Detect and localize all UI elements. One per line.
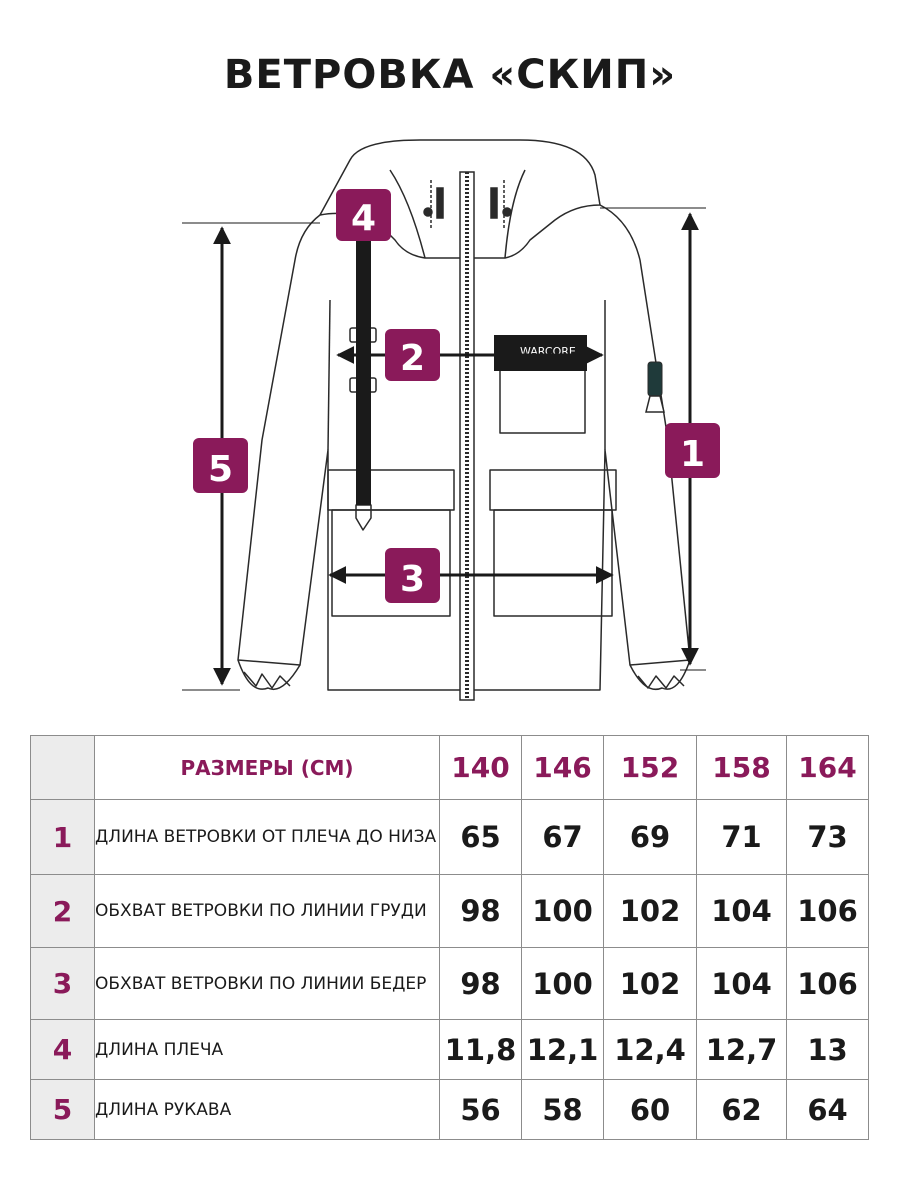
row-number: 3 bbox=[31, 948, 95, 1020]
pocket-label-text: WARCORE bbox=[520, 345, 576, 358]
badge-5 bbox=[193, 438, 248, 493]
svg-text:3: 3 bbox=[399, 559, 426, 600]
table-header-row bbox=[31, 736, 869, 800]
row-value: 12,7 bbox=[697, 1020, 787, 1080]
row-value: 64 bbox=[787, 1080, 869, 1140]
table-corner-cell bbox=[31, 736, 95, 800]
row-value: 102 bbox=[604, 948, 697, 1020]
size-header: 146 bbox=[522, 736, 604, 800]
row-value: 67 bbox=[522, 800, 604, 875]
table-row bbox=[31, 1080, 869, 1140]
row-value: 11,8 bbox=[440, 1020, 522, 1080]
row-value: 104 bbox=[697, 948, 787, 1020]
zipper bbox=[460, 172, 474, 700]
jacket-diagram bbox=[0, 130, 900, 710]
row-value: 65 bbox=[440, 800, 522, 875]
row-value: 106 bbox=[787, 875, 869, 948]
row-value: 100 bbox=[522, 948, 604, 1020]
shoulder-strap bbox=[356, 230, 371, 505]
row-value: 106 bbox=[787, 948, 869, 1020]
row-value: 13 bbox=[787, 1020, 869, 1080]
size-header: 158 bbox=[697, 736, 787, 800]
measure-arrows bbox=[222, 214, 690, 684]
size-header: 140 bbox=[440, 736, 522, 800]
row-label: ОБХВАТ ВЕТРОВКИ ПО ЛИНИИ ГРУДИ bbox=[95, 875, 440, 948]
row-value: 69 bbox=[604, 800, 697, 875]
row-number: 4 bbox=[31, 1020, 95, 1080]
badge-4 bbox=[336, 189, 391, 241]
row-label: ДЛИНА ВЕТРОВКИ ОТ ПЛЕЧА ДО НИЗА bbox=[95, 800, 440, 875]
row-label: ОБХВАТ ВЕТРОВКИ ПО ЛИНИИ БЕДЕР bbox=[95, 948, 440, 1020]
row-value: 56 bbox=[440, 1080, 522, 1140]
svg-text:1: 1 bbox=[679, 434, 706, 475]
table-row bbox=[31, 1020, 869, 1080]
size-header: 164 bbox=[787, 736, 869, 800]
sizes-header-label: РАЗМЕРЫ (СМ) bbox=[95, 736, 440, 800]
table-row bbox=[31, 875, 869, 948]
pocket-label bbox=[494, 335, 587, 371]
row-number: 1 bbox=[31, 800, 95, 875]
page-title: ВЕТРОВКА «СКИП» bbox=[223, 52, 677, 98]
sleeve-toggle bbox=[646, 362, 664, 412]
svg-text:5: 5 bbox=[207, 449, 234, 490]
size-header: 152 bbox=[604, 736, 697, 800]
svg-text:4: 4 bbox=[350, 198, 377, 239]
table-row bbox=[31, 800, 869, 875]
row-value: 98 bbox=[440, 948, 522, 1020]
table-row bbox=[31, 948, 869, 1020]
row-value: 73 bbox=[787, 800, 869, 875]
row-value: 102 bbox=[604, 875, 697, 948]
row-value: 98 bbox=[440, 875, 522, 948]
row-value: 100 bbox=[522, 875, 604, 948]
row-value: 71 bbox=[697, 800, 787, 875]
row-value: 60 bbox=[604, 1080, 697, 1140]
row-number: 5 bbox=[31, 1080, 95, 1140]
row-value: 58 bbox=[522, 1080, 604, 1140]
row-label: ДЛИНА ПЛЕЧА bbox=[95, 1020, 440, 1080]
badge-1 bbox=[665, 423, 720, 478]
svg-text:2: 2 bbox=[399, 338, 426, 379]
row-value: 12,4 bbox=[604, 1020, 697, 1080]
row-value: 104 bbox=[697, 875, 787, 948]
row-value: 62 bbox=[697, 1080, 787, 1140]
row-number: 2 bbox=[31, 875, 95, 948]
size-table bbox=[30, 735, 869, 1140]
badge-3 bbox=[385, 548, 440, 603]
row-value: 12,1 bbox=[522, 1020, 604, 1080]
badge-2 bbox=[385, 329, 440, 381]
row-label: ДЛИНА РУКАВА bbox=[95, 1080, 440, 1140]
